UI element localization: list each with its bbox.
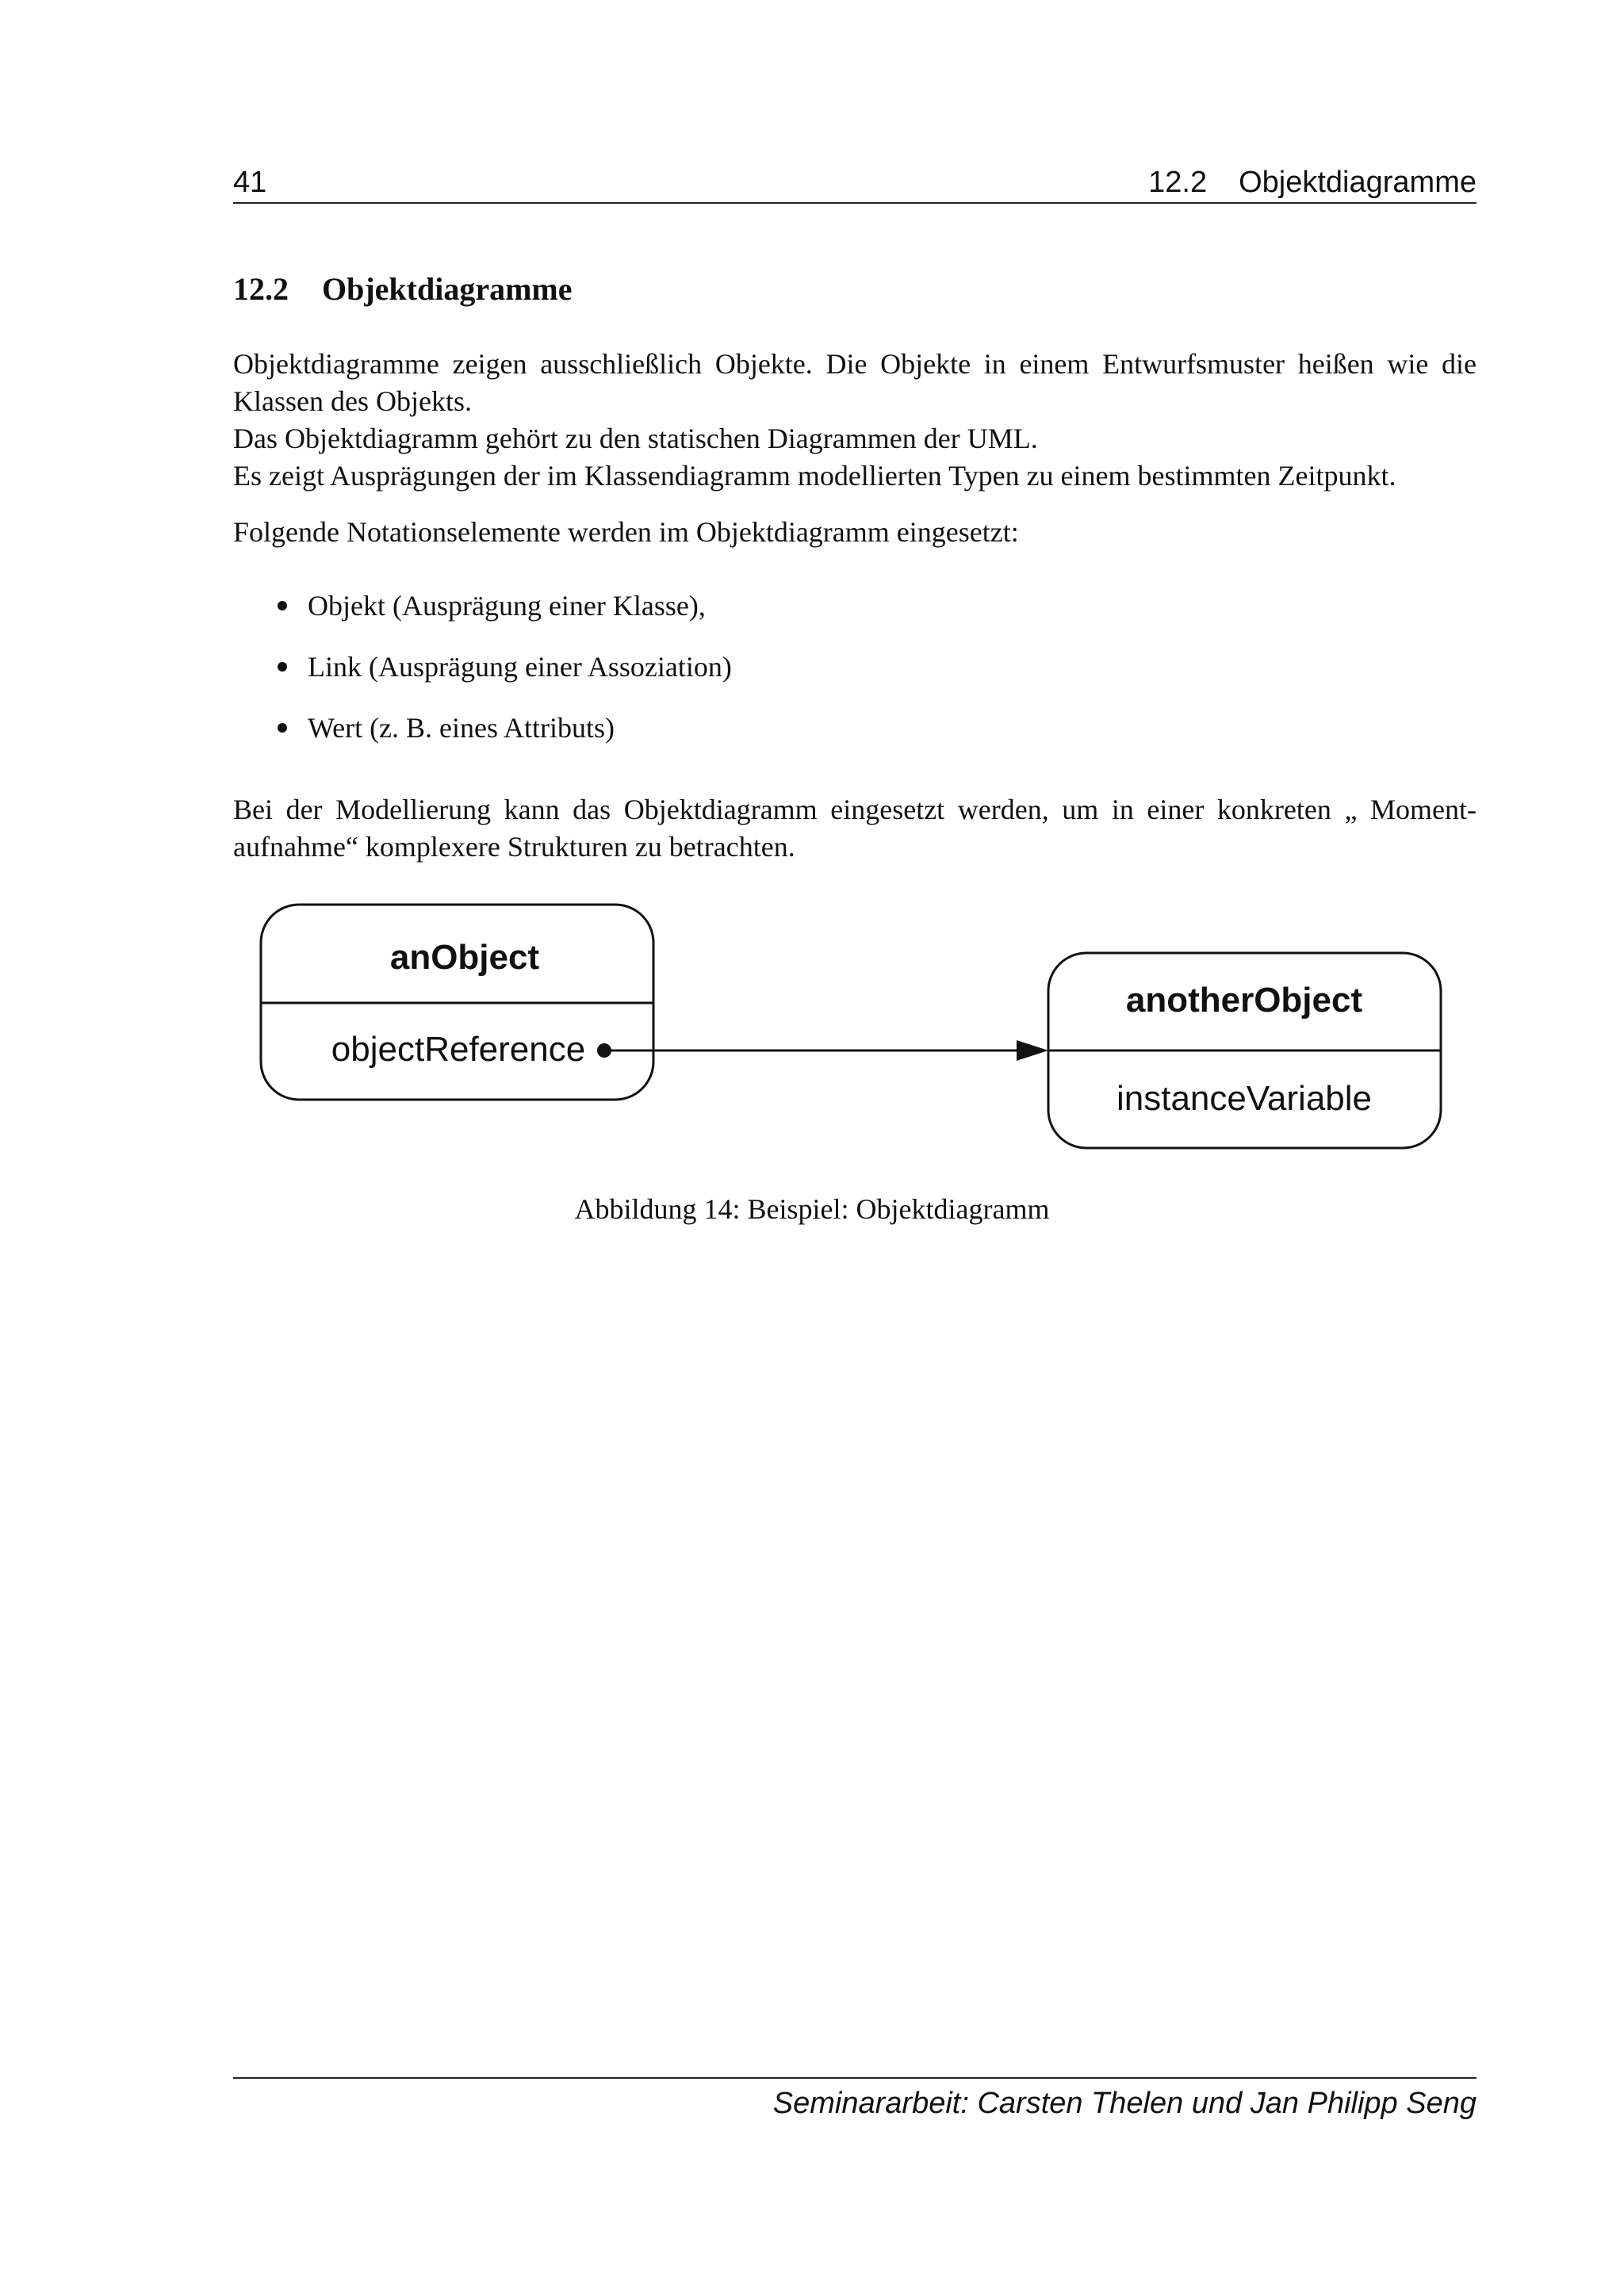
usage-line-2: aufnahme“ komplexere Strukturen zu betrachten.: [233, 831, 795, 863]
figure-caption: Abbildung 14: Beispiel: Objektdiagramm: [574, 1193, 1050, 1225]
object-name-anobject: anObject: [389, 938, 540, 977]
intro-line-3: Das Objektdiagramm gehört zu den statischen Diagrammen der UML.: [233, 423, 1038, 454]
object-name-anotherobject: anotherObject: [1125, 981, 1363, 1020]
attribute-instancevariable: instanceVariable: [1116, 1079, 1373, 1118]
list-item-text: Link (Ausprägung einer Assoziation): [308, 650, 732, 683]
header-section-title: Objektdiagramme: [1239, 166, 1477, 199]
link-connector: [597, 1040, 1048, 1061]
object-box-anobject: [261, 905, 653, 1100]
page-number: 41: [233, 166, 267, 199]
intro-line-2: Klassen des Objekts.: [233, 385, 472, 417]
list-item-text: Objekt (Ausprägung einer Klasse),: [308, 589, 706, 622]
attribute-objectreference: objectReference: [331, 1030, 586, 1069]
arrowhead-icon: [1017, 1040, 1048, 1061]
section-heading-title: Objektdiagramme: [322, 271, 573, 307]
header-section-number: 12.2: [1148, 166, 1208, 199]
footer-text: Seminararbeit: Carsten Thelen und Jan Philipp Seng: [772, 2087, 1477, 2120]
section-heading-number: 12.2: [233, 271, 289, 307]
usage-line-1: Bei der Modellierung kann das Objektdiagramm eingesetzt werden, um in einer konkreten „ Moment-: [233, 794, 1477, 825]
object-box-anotherobject: [1048, 953, 1441, 1148]
intro-line-1: Objektdiagramme zeigen ausschließlich Objekte. Die Objekte in einem Entwurfsmuster heißen wie die: [233, 348, 1477, 380]
intro-line-4: Es zeigt Ausprägungen der im Klassendiagramm modellierten Typen zu einem bestimmten Zeitpunkt.: [233, 460, 1396, 492]
list-item-text: Wert (z. B. eines Attributs): [308, 711, 615, 744]
notation-intro-text: Folgende Notationselemente werden im Objektdiagramm eingesetzt:: [233, 516, 1019, 548]
footer-rule: [233, 2077, 1477, 2079]
